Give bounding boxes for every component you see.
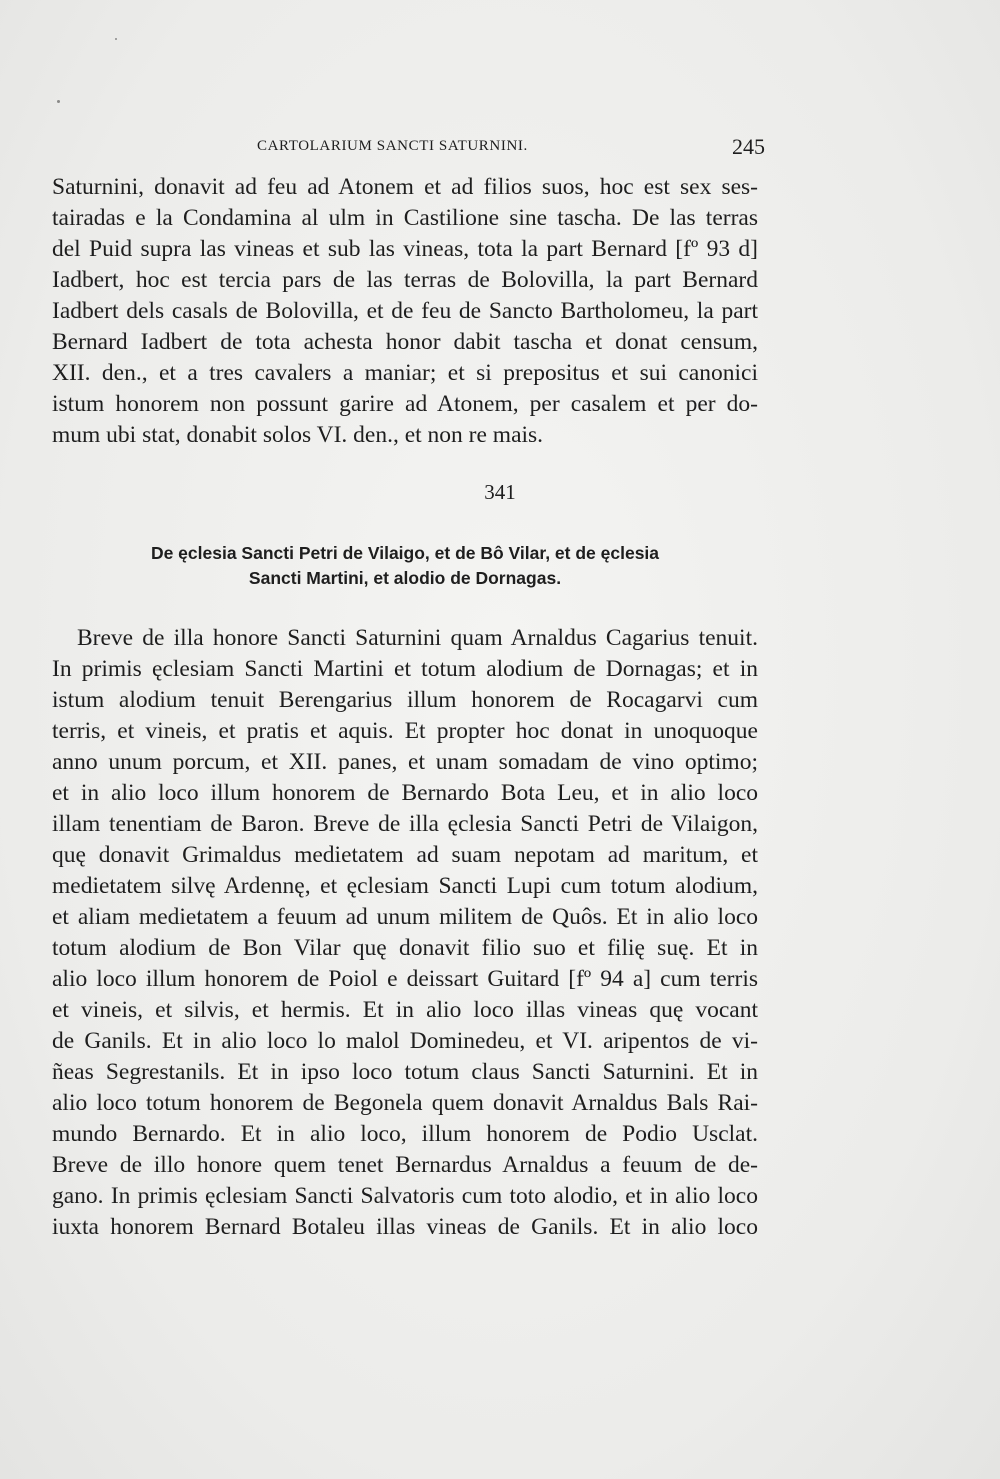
text-line: istum alodium tenuit Berengarius illum honorem de Rocagarvi cum: [52, 687, 758, 713]
text-line: istum honorem non possunt garire ad Atonem, per casalem et per do-: [52, 391, 758, 417]
text-line: et vineis, et silvis, et hermis. Et in alio loco illas vineas quę vocant: [52, 997, 758, 1023]
text-line: illam tenentiam de Baron. Breve de illa ęclesia Sancti Petri de Vilaigon,: [52, 811, 758, 837]
text-line: anno unum porcum, et XII. panes, et unam somadam de vino optimo;: [52, 749, 758, 775]
text-line: del Puid supra las vineas et sub las vineas, tota la part Bernard [fº 93 d]: [52, 236, 758, 262]
text-line: In primis ęclesiam Sancti Martini et totum alodium de Dornagas; et in: [52, 656, 758, 682]
text-line: Breve de illo honore quem tenet Bernardus Arnaldus a feuum de de-: [52, 1152, 758, 1178]
text-line: iuxta honorem Bernard Botaleu illas vineas de Ganils. Et in alio loco: [52, 1214, 758, 1240]
text-line: terris, et vineis, et pratis et aquis. Et propter hoc donat in unoquoque: [52, 718, 758, 744]
text-line: totum alodium de Bon Vilar quę donavit filio suo et filię suę. Et in: [52, 935, 758, 961]
text-line: Saturnini, donavit ad feu ad Atonem et ad filios suos, hoc est sex ses-: [52, 174, 758, 200]
text-line: ñeas Segrestanils. Et in ipso loco totum claus Sancti Saturnini. Et in: [52, 1059, 758, 1085]
text-line: XII. den., et a tres cavalers a maniar; et si prepositus et sui canonici: [52, 360, 758, 386]
text-line: mundo Bernardo. Et in alio loco, illum honorem de Podio Usclat.: [52, 1121, 758, 1147]
text-line: mum ubi stat, donabit solos VI. den., et non re mais.: [52, 422, 544, 448]
text-line: Iadbert, hoc est tercia pars de las terras de Bolovilla, la part Bernard: [52, 267, 758, 293]
text-line: quę donavit Grimaldus medietatem ad suam nepotam ad maritum, et: [52, 842, 758, 868]
text-line: gano. In primis ęclesiam Sancti Salvatoris cum toto alodio, et in alio loco: [52, 1183, 758, 1209]
text-line: Iadbert dels casals de Bolovilla, et de feu de Sancto Bartholomeu, la part: [52, 298, 758, 324]
rubric-line: Sancti Martini, et alodio de Dornagas.: [248, 568, 562, 588]
text-line: alio loco illum honorem de Poiol e deissart Guitard [fº 94 a] cum terris: [52, 966, 758, 992]
running-title: CARTOLARIUM SANCTI SATURNINI.: [257, 138, 528, 154]
ink-speck: [115, 38, 117, 40]
text-line: Bernard Iadbert de tota achesta honor dabit tascha et donat censum,: [52, 329, 758, 355]
charter-number: 341: [484, 480, 516, 504]
text-line: et in alio loco illum honorem de Bernardo Bota Leu, et in alio loco: [52, 780, 758, 806]
text-line: et aliam medietatem a feuum ad unum militem de Quôs. Et in alio loco: [52, 904, 758, 930]
ink-speck: [57, 100, 60, 103]
running-header: [257, 134, 765, 162]
text-line: alio loco totum honorem de Begonela quem donavit Arnaldus Bals Rai-: [52, 1090, 758, 1116]
page-number: 245: [732, 134, 765, 159]
text-line: medietatem silvę Ardennę, et ęclesiam Sancti Lupi cum totum alodium,: [52, 873, 758, 899]
text-line: de Ganils. Et in alio loco lo malol Dominedeu, et VI. aripentos de vi-: [52, 1028, 758, 1054]
rubric-line: De ęclesia Sancti Petri de Vilaigo, et de Bô Vilar, et de ęclesia: [150, 543, 660, 563]
text-line: Breve de illa honore Sancti Saturnini quam Arnaldus Cagarius tenuit.: [77, 625, 758, 651]
text-line: tairadas e la Condamina al ulm in Castilione sine tascha. De las terras: [52, 205, 758, 231]
